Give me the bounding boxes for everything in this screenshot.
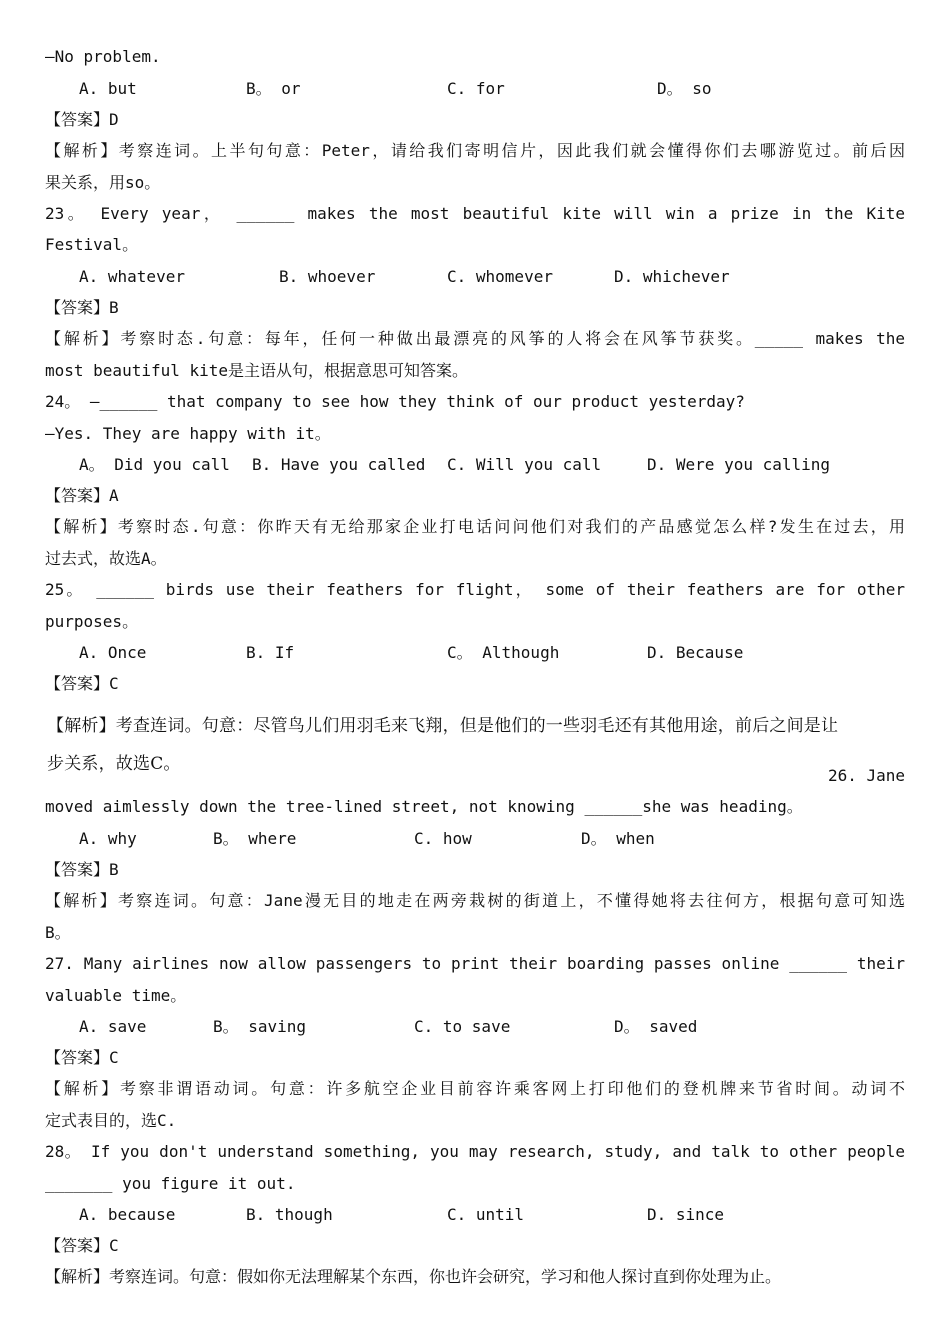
option-a: A. save [79,1017,147,1036]
option-a: A. whatever [79,267,185,286]
options-q23 [0,267,950,287]
option-a: A. but [79,79,137,98]
option-a: A. Once [79,643,147,662]
answer-line: 【答案】C [45,1048,119,1067]
question-26-number: 26. Jane [827,766,905,785]
options-q22 [0,79,950,99]
option-b: B. Have you called [252,455,426,474]
options-q27 [0,1017,950,1037]
explanation-line: 过去式，故选A。 [45,549,167,568]
explanation-line: 【解析】考察非谓语动词。句意：许多航空企业目前容许乘客网上打印他们的登机牌来节省时间。动词不 [45,1079,905,1098]
option-b: B。 saving [213,1017,307,1036]
explanation-line: 【解析】考察时态.句意：你昨天有无给那家企业打电话问问他们对我们的产品感觉怎么样?发生在过去，用 [45,517,905,536]
question-27: 27. Many airlines now allow passengers to print their boarding passes online ______ their [45,954,905,973]
option-a: A. because [79,1205,176,1224]
answer-line: 【答案】B [45,860,119,879]
option-b: B. though [246,1205,333,1224]
option-d: D。 saved [614,1017,698,1036]
option-c: C. to save [414,1017,511,1036]
explanation-line: 【解析】考察连词。句意：假如你无法理解某个东西，你也许会研究，学习和他人探讨直到你处理为止。 [45,1267,782,1286]
question-line: Festival。 [45,235,139,254]
option-b: B。 where [213,829,297,848]
options-q24 [0,455,950,475]
explanation-line: 步关系，故选C。 [47,754,181,774]
option-c: C. whomever [447,267,553,286]
option-d: D. Because [647,643,744,662]
options-q26 [0,829,950,849]
answer-line: 【答案】C [45,674,119,693]
answer-line: 【答案】B [45,298,119,317]
question-line: _______ you figure it out. [45,1174,296,1193]
option-a: A. why [79,829,137,848]
question-line: valuable time。 [45,986,187,1005]
option-a: A。 Did you call [79,455,230,474]
option-c: C. Will you call [447,455,602,474]
option-c: C. until [447,1205,525,1224]
option-d: D. since [647,1205,725,1224]
explanation-line: 定式表目的，选C. [45,1111,177,1130]
question-line: purposes。 [45,612,139,631]
options-q28 [0,1205,950,1225]
option-c: C. how [414,829,472,848]
options-q25 [0,643,950,663]
explanation-line: B。 [45,923,71,942]
dialogue-line: —Yes. They are happy with it。 [45,424,331,443]
option-c: C。 Although [447,643,560,662]
explanation-line: 【解析】考察连词。句意：Jane漫无目的地走在两旁栽树的街道上，不懂得她将去往何方，根据句意可知选 [45,891,905,910]
explanation-line: 【解析】考察时态.句意：每年，任何一种做出最漂亮的风筝的人将会在风筝节获奖。_____ makes the [45,329,905,348]
explanation-line: 果关系，用so。 [45,173,161,192]
explanation-line: most beautiful kite是主语从句，根据意思可知答案。 [45,361,469,380]
dialogue-line: —No problem. [45,47,161,66]
option-b: B. whoever [279,267,376,286]
question-28: 28。 If you don't understand something, you may research, study, and talk to other people [45,1142,905,1161]
option-d: D。 when [581,829,655,848]
option-d: D. Were you calling [647,455,831,474]
question-24: 24。 —______ that company to see how they think of our product yesterday? [45,392,745,411]
question-23: 23。 Every year， ______ makes the most beautiful kite will win a prize in the Kite [45,204,905,223]
option-d: D. whichever [614,267,730,286]
option-b: B。 or [246,79,301,98]
question-25: 25。 ______ birds use their feathers for flight， some of their feathers are for other [45,580,906,599]
answer-line: 【答案】C [45,1236,119,1255]
option-d: D。 so [657,79,712,98]
explanation-line: 【解析】考察连词。上半句句意：Peter，请给我们寄明信片，因此我们就会懂得你们去哪游览过。前后因 [45,141,905,160]
question-26: moved aimlessly down the tree-lined street, not knowing ______she was heading。 [45,797,803,816]
option-b: B. If [246,643,295,662]
answer-line: 【答案】A [45,486,119,505]
answer-line: 【答案】D [45,110,119,129]
explanation-line: 【解析】考查连词。句意：尽管鸟儿们用羽毛来飞翔，但是他们的一些羽毛还有其他用途，前后之间是让 [47,716,839,736]
option-c: C. for [447,79,505,98]
